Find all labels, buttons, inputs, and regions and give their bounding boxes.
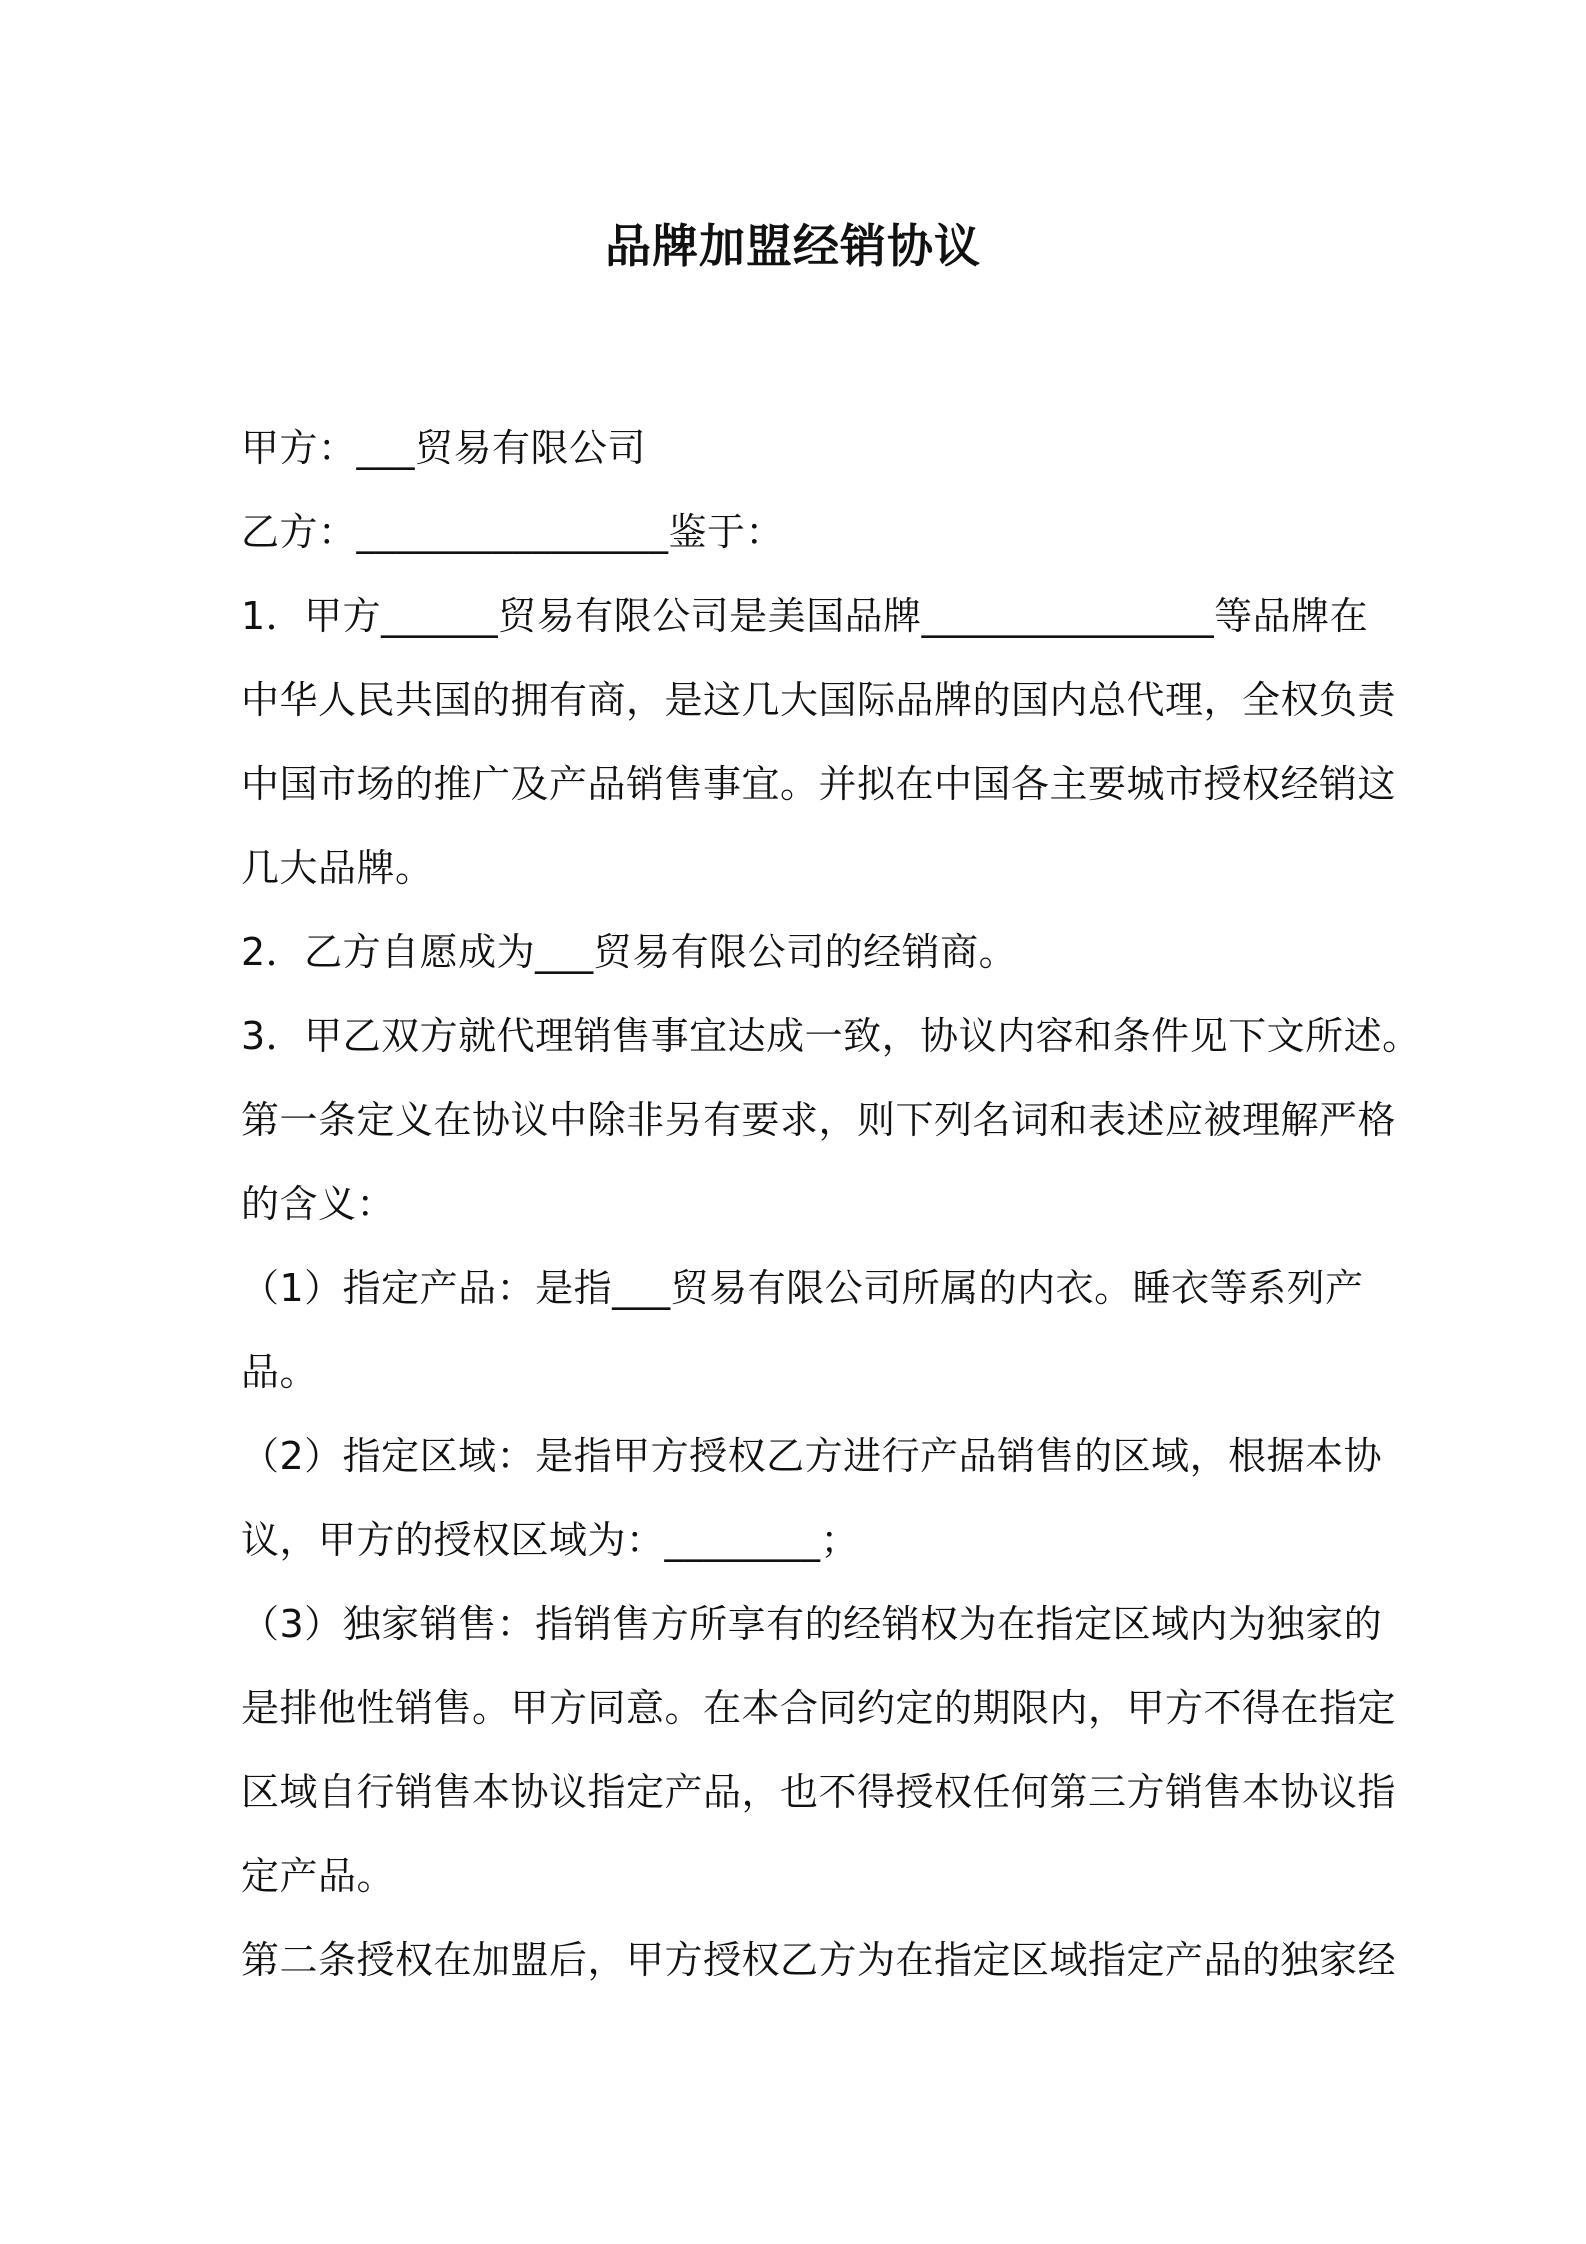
article-line: 第一条定义在协议中除非另有要求，则下列名词和表述应被理解严格: [241, 1098, 1397, 1142]
definition-line: （1）指定产品：是指___贸易有限公司所属的内衣。睡衣等系列产: [241, 1266, 1364, 1310]
paragraph-line: 3．甲乙双方就代理销售事宜达成一致，协议内容和条件见下文所述。: [241, 1014, 1421, 1058]
paragraph-line: 中国市场的推广及产品销售事宜。并拟在中国各主要城市授权经销这: [241, 762, 1397, 806]
paragraph-line: 1．甲方______贸易有限公司是美国品牌_______________等品牌在: [241, 594, 1369, 638]
definition-line: 品。: [241, 1350, 319, 1394]
article-line: 第二条授权在加盟后，甲方授权乙方为在指定区域指定产品的独家经: [241, 1938, 1397, 1982]
paragraph-line: 几大品牌。: [241, 846, 434, 890]
party-a-line: 甲方：___贸易有限公司: [241, 426, 647, 470]
paragraph-line: 2．乙方自愿成为___贸易有限公司的经销商。: [241, 930, 1018, 974]
article-line: 的含义：: [241, 1182, 396, 1226]
paragraph-line: 中华人民共国的拥有商，是这几大国际品牌的国内总代理，全权负责: [241, 678, 1397, 722]
document-body: [241, 406, 1421, 2002]
definition-line: 是排他性销售。甲方同意。在本合同约定的期限内，甲方不得在指定: [241, 1686, 1397, 1730]
definition-line: 区域自行销售本协议指定产品，也不得授权任何第三方销售本协议指: [241, 1770, 1397, 1814]
document-title: 品牌加盟经销协议: [605, 219, 981, 273]
definition-line: 定产品。: [241, 1854, 396, 1898]
definition-line: 议，甲方的授权区域为：________；: [241, 1518, 860, 1562]
definition-line: （2）指定区域：是指甲方授权乙方进行产品销售的区域，根据本协: [241, 1434, 1383, 1478]
party-b-line: 乙方：________________鉴于：: [241, 510, 785, 554]
definition-line: （3）独家销售：指销售方所享有的经销权为在指定区域内为独家的: [241, 1602, 1383, 1646]
